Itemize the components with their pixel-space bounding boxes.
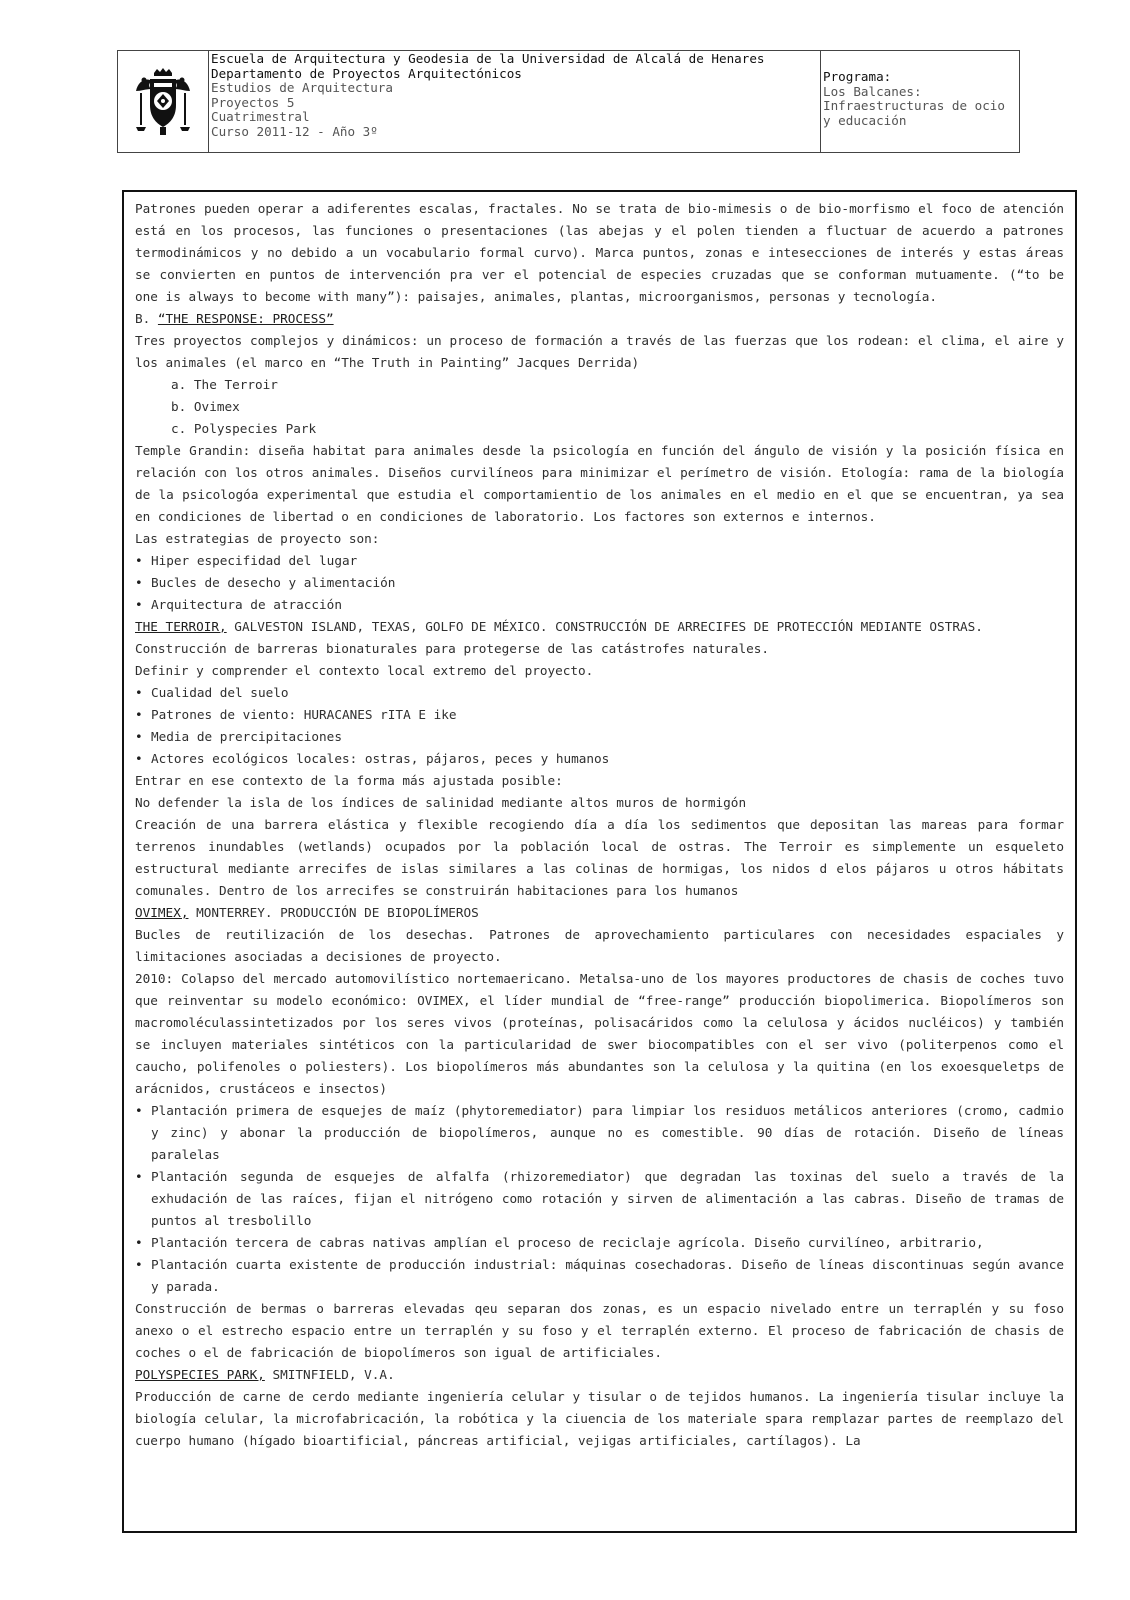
project-subtitle: GALVESTON ISLAND, TEXAS, GOLFO DE MÉXICO. CONSTRUCCIÓN DE ARRECIFES DE PROTECCIÓN MEDIANTE OSTRAS. <box>226 619 983 634</box>
paragraph: Construcción de barreras bionaturales para protegerse de las catástrofes naturales. <box>135 641 769 656</box>
school-name: Escuela de Arquitectura y Geodesia de la Universidad de Alcalá de Henares <box>211 51 765 66</box>
project-heading-terroir <box>135 616 1064 638</box>
paragraph: No defender la isla de los índices de salinidad mediante altos muros de hormigón <box>135 795 747 810</box>
paragraph: Las estrategias de proyecto son: <box>135 531 380 546</box>
paragraph: Construcción de bermas o barreras elevadas qeu separan dos zonas, es un espacio nivelado entre un terraplén y su foso anexo o el estrecho espacio entre un terraplén y su foso y el terraplén externo. El proceso de fabricación de chasis de coches o el de fabricación de biopolímeros son igual de artificiales. <box>135 1301 1064 1360</box>
document-header <box>117 50 1020 153</box>
bullet-item: • Bucles de desecho y alimentación <box>135 572 1064 594</box>
bullet-item: • Plantación segunda de esquejes de alfalfa (rhizoremediator) que degradan las toxinas del suelo a través de la exhudación de las raíces, fijan el nitrógeno como rotación y sirven de alimentación a las cabras. Diseño de tramas de puntos al tresbolillo <box>135 1166 1064 1232</box>
bullet-item: • Cualidad del suelo <box>135 682 1064 704</box>
project-title: OVIMEX, <box>135 905 189 920</box>
program-title-line-3: y educación <box>823 112 907 128</box>
bullet-item: • Media de prercipitaciones <box>135 726 1064 748</box>
section-prefix: B. <box>135 311 158 326</box>
term-label: Cuatrimestral <box>211 109 310 125</box>
bullet-item: • Plantación cuarta existente de producción industrial: máquinas cosechadoras. Diseño de líneas discontinuas según avance y parada. <box>135 1254 1064 1298</box>
bullet-item: • Arquitectura de atracción <box>135 594 1064 616</box>
document-body <box>135 198 1064 1452</box>
content-frame <box>122 190 1077 1533</box>
sub-list-item: c. Polyspecies Park <box>171 421 317 436</box>
program-info <box>821 51 1019 152</box>
subject-name: Proyectos 5 <box>211 94 295 110</box>
course-label: Curso 2011-12 - Año 3º <box>211 123 378 139</box>
program-title-line-2: Infraestructuras de ocio <box>823 98 1005 114</box>
section-heading-b <box>135 308 1064 330</box>
project-title: THE TERROIR, <box>135 619 227 634</box>
bullet-item: • Plantación primera de esquejes de maíz (phytoremediator) para limpiar los residuos metálicos anteriores (cromo, cadmio y zinc) y abonar la producción de biopolímeros, aunque no es comestible. 90 días de rotación. Diseño de líneas paralelas <box>135 1100 1064 1166</box>
department-name: Departamento de Proyectos Arquitectónicos <box>211 65 522 81</box>
paragraph: Temple Grandin: diseña habitat para animales desde la psicología en función del ángulo de visión y la posición física en relación con los otros animales. Diseños curvilíneos para minimizar el perímetro de visión. Etología: rama de la biología de la psicologóa experimental que estudia el comportamientio de los animales en el medio en el que se encuentran, ya sea en condiciones de libertad o en condiciones de laboratorio. Los factores son externos e internos. <box>135 443 1064 524</box>
paragraph: 2010: Colapso del mercado automovilístico nortemaericano. Metalsa-uno de los mayores productores de chasis de coches tuvo que reinventar su modelo económico: OVIMEX, el líder mundial de “free-range” producción biopolimerica. Biopolímeros son macromoléculassintetizados por los seres vivos (proteínas, polisacáridos como la celulosa y ácidos nucléicos) y también se incluyen materiales sintéticos con la particularidad de swer biocompatibles con el ser vivo (politerpenos como el caucho, polifenoles o poliesters). Los biopolímeros más abundantes son la celulosa y la quitina (en los exoesqueletps de arácnidos, crustáceos e insectos) <box>135 971 1064 1096</box>
logo-cell <box>118 51 209 152</box>
paragraph: Entrar en ese contexto de la forma más ajustada posible: <box>135 773 563 788</box>
section-title: “THE RESPONSE: PROCESS” <box>157 311 334 326</box>
program-title-line-1: Los Balcanes: <box>823 83 922 99</box>
paragraph: Tres proyectos complejos y dinámicos: un proceso de formación a través de las fuerzas que los rodean: el clima, el aire y los animales (el marco en “The Truth in Painting” Jacques Derrida) <box>135 333 1064 370</box>
project-subtitle: SMITNFIELD, V.A. <box>264 1367 395 1382</box>
sub-list-item: b. Ovimex <box>171 399 240 414</box>
paragraph: Bucles de reutilización de los desechas. Patrones de aprovechamiento particulares con necesidades espaciales y limitaciones asociadas a decisiones de proyecto. <box>135 927 1064 964</box>
project-title: POLYSPECIES PARK, <box>135 1367 265 1382</box>
paragraph: Patrones pueden operar a adiferentes escalas, fractales. No se trata de bio-mimesis o de bio-morfismo el foco de atención está en los procesos, las funciones o presentaciones (las abejas y el polen tienden a fluctuar de acuerdo a patrones termodinámicos y no debido a un vocabulario formal curvo). Marca puntos, zonas e intesecciones de interés y estas áreas se convierten en puntos de intervención pra ver el potencial de especies cruzadas que se conforman mutuamente. (“to be one is always to become with many”): paisajes, animales, plantas, microorganismos, personas y tecnología. <box>135 201 1064 304</box>
university-coat-of-arms-icon <box>132 67 194 137</box>
paragraph: Producción de carne de cerdo mediante ingeniería celular y tisular o de tejidos humanos. La ingeniería tisular incluye la biología celular, la microfabricación, la robótica y la ciuencia de los materiale spara remplazar partes de reemplazo del cuerpo humano (hígado bioartificial, páncreas artificial, vejigas artificiales, cartílagos). La <box>135 1389 1064 1448</box>
bullet-item: • Hiper especifidad del lugar <box>135 550 1064 572</box>
project-subtitle: MONTERREY. PRODUCCIÓN DE BIOPOLÍMEROS <box>188 905 479 920</box>
paragraph: Creación de una barrera elástica y flexible recogiendo día a día los sedimentos que depositan las mareas para formar terrenos inundables (wetlands) ocupados por la población local de ostras. The Terroir es simplemente un esqueleto estructural mediante arrecifes de islas similares a las colinas de hormigas, los nidos d elos pájaros u otros hábitats comunales. Dentro de los arrecifes se construirán habitaciones para los humanos <box>135 817 1064 898</box>
studies-name: Estudios de Arquitectura <box>211 80 393 96</box>
institution-info <box>209 51 821 152</box>
bullet-item: • Actores ecológicos locales: ostras, pájaros, peces y humanos <box>135 748 1064 770</box>
bullet-item: • Plantación tercera de cabras nativas amplían el proceso de reciclaje agrícola. Diseño curvilíneo, arbitrario, <box>135 1232 1064 1254</box>
program-label: Programa: <box>823 69 892 84</box>
paragraph: Definir y comprender el contexto local extremo del proyecto. <box>135 663 594 678</box>
bullet-item: • Patrones de viento: HURACANES rITA E ike <box>135 704 1064 726</box>
sub-list-item: a. The Terroir <box>171 377 278 392</box>
project-heading-ovimex <box>135 902 1064 924</box>
project-heading-polyspecies <box>135 1364 1064 1386</box>
